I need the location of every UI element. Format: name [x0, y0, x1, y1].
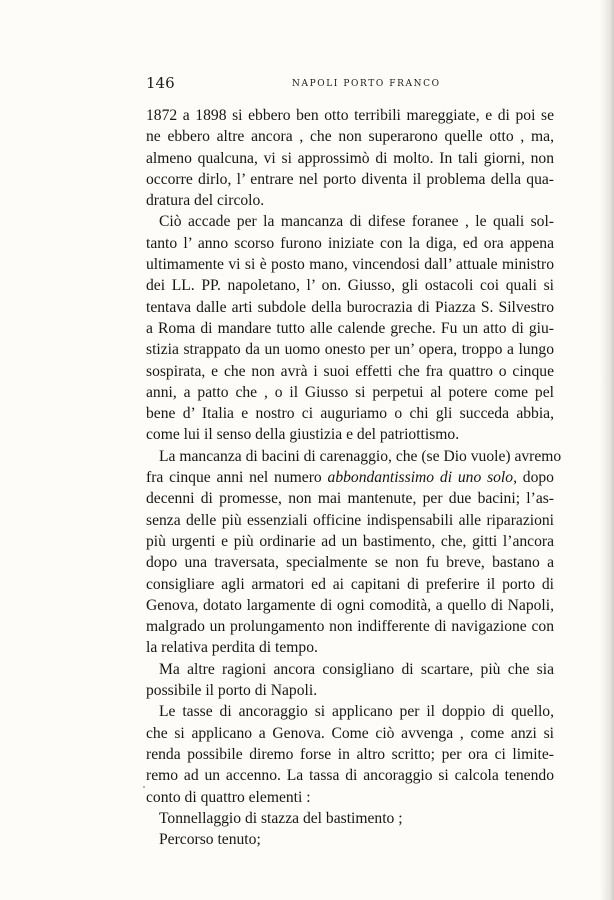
- text-line: stizia strappato da un uomo onesto per un’ opera, troppo a lungo: [146, 341, 554, 359]
- page-header: [146, 74, 546, 96]
- text-line: ne ebbero altre ancora , che non superarono quelle otto , ma,: [146, 128, 554, 146]
- text-line: più urgenti e più ordinarie ad un bastimento, che, gitti l’ancora: [146, 532, 554, 550]
- text-line: possibile il porto di Napoli.: [146, 682, 318, 700]
- text-line: dratura del circolo.: [146, 192, 265, 210]
- paragraph-first-line: Le tasse di ancoraggio si applicano per il doppio di quello,: [159, 703, 554, 721]
- list-line: Percorso tenuto;: [159, 831, 261, 849]
- text-line: a Roma di mandare tutto alle calende greche. Fu un atto di giu-: [146, 319, 554, 337]
- text-line: che si applicano a Genova. Come ciò avvenga , come anzi si: [146, 724, 554, 742]
- paper-speck: [143, 786, 145, 788]
- text-line: Genova, dotato largamente di ogni comodità, a quello di Napoli,: [146, 596, 554, 614]
- text-line: occorre dirlo, l’ entrare nel porto diventa il problema della qua-: [146, 170, 554, 188]
- text-line-with-italic: fra cinque anni nel numero abbondantissimo di uno solo, dopo: [146, 469, 554, 487]
- text-line: conto di quattro elementi :: [146, 788, 311, 806]
- text-line: decenni di promesse, non mai mantenute, per due bacini; l’as-: [146, 490, 554, 508]
- running-head: NAPOLI PORTO FRANCO: [292, 79, 441, 89]
- text-line: tentava dalle arti subdole della burocrazia di Piazza S. Silvestro: [146, 298, 554, 316]
- text-line: la relativa perdita di tempo.: [146, 639, 318, 657]
- paragraph-first-line: La mancanza di bacini di carenaggio, che (se Dio vuole) avremo: [159, 447, 562, 465]
- italic-phrase: abbondantissimo di uno solo,: [327, 469, 517, 487]
- text-line: sospirata, e che non avrà i suoi effetti che fra quattro o cinque: [146, 362, 554, 380]
- text-line: almeno qualcuna, vi si approssimò di molto. In tali giorni, non: [146, 149, 554, 167]
- text-line: senza delle più essenziali officine indispensabili alle riparazioni: [146, 511, 554, 529]
- text-line: ultimamente vi si è posto mano, vincendosi dall’ attuale ministro: [146, 256, 554, 274]
- text-line: renda possibile diremo forse in altro scritto; per ora ci limite-: [146, 745, 554, 763]
- page-number: 146: [146, 74, 175, 92]
- page-edge-shadow: [600, 0, 614, 900]
- text-line: anni, a patto che , o il Giusso si perpetui al potere come pel: [146, 383, 554, 401]
- text-line: 1872 a 1898 si ebbero ben otto terribili mareggiate, e di poi se: [146, 107, 554, 124]
- text-line: tanto l’ anno scorso furono iniziate con la diga, ed ora appena: [146, 234, 554, 252]
- list-line: Tonnellaggio di stazza del bastimento ;: [159, 809, 403, 827]
- text-line: come lui il senso della giustizia e del patriottismo.: [146, 426, 460, 444]
- paragraph-first-line: Ciò accade per la mancanza di difese foranee , le quali sol-: [159, 213, 554, 231]
- text-line: consigliare agli armatori ed ai capitani di preferire il porto di: [146, 575, 554, 593]
- paragraph-first-line: Ma altre ragioni ancora consigliano di scartare, più che sia: [159, 660, 554, 678]
- text-line: malgrado un prolungamento non indifferente di navigazione con: [146, 618, 554, 636]
- body-text: [146, 105, 562, 850]
- text-line: bene d’ Italia e nostro ci auguriamo o chi gli succeda abbia,: [146, 405, 554, 423]
- text-line: dopo una traversata, specialmente se non fu breve, bastano a: [146, 554, 554, 572]
- text-line: dei LL. PP. napoletano, l’ on. Giusso, gli ostacoli coi quali si: [146, 277, 554, 295]
- text-line: remo ad un accenno. La tassa di ancoraggio si calcola tenendo: [146, 767, 554, 785]
